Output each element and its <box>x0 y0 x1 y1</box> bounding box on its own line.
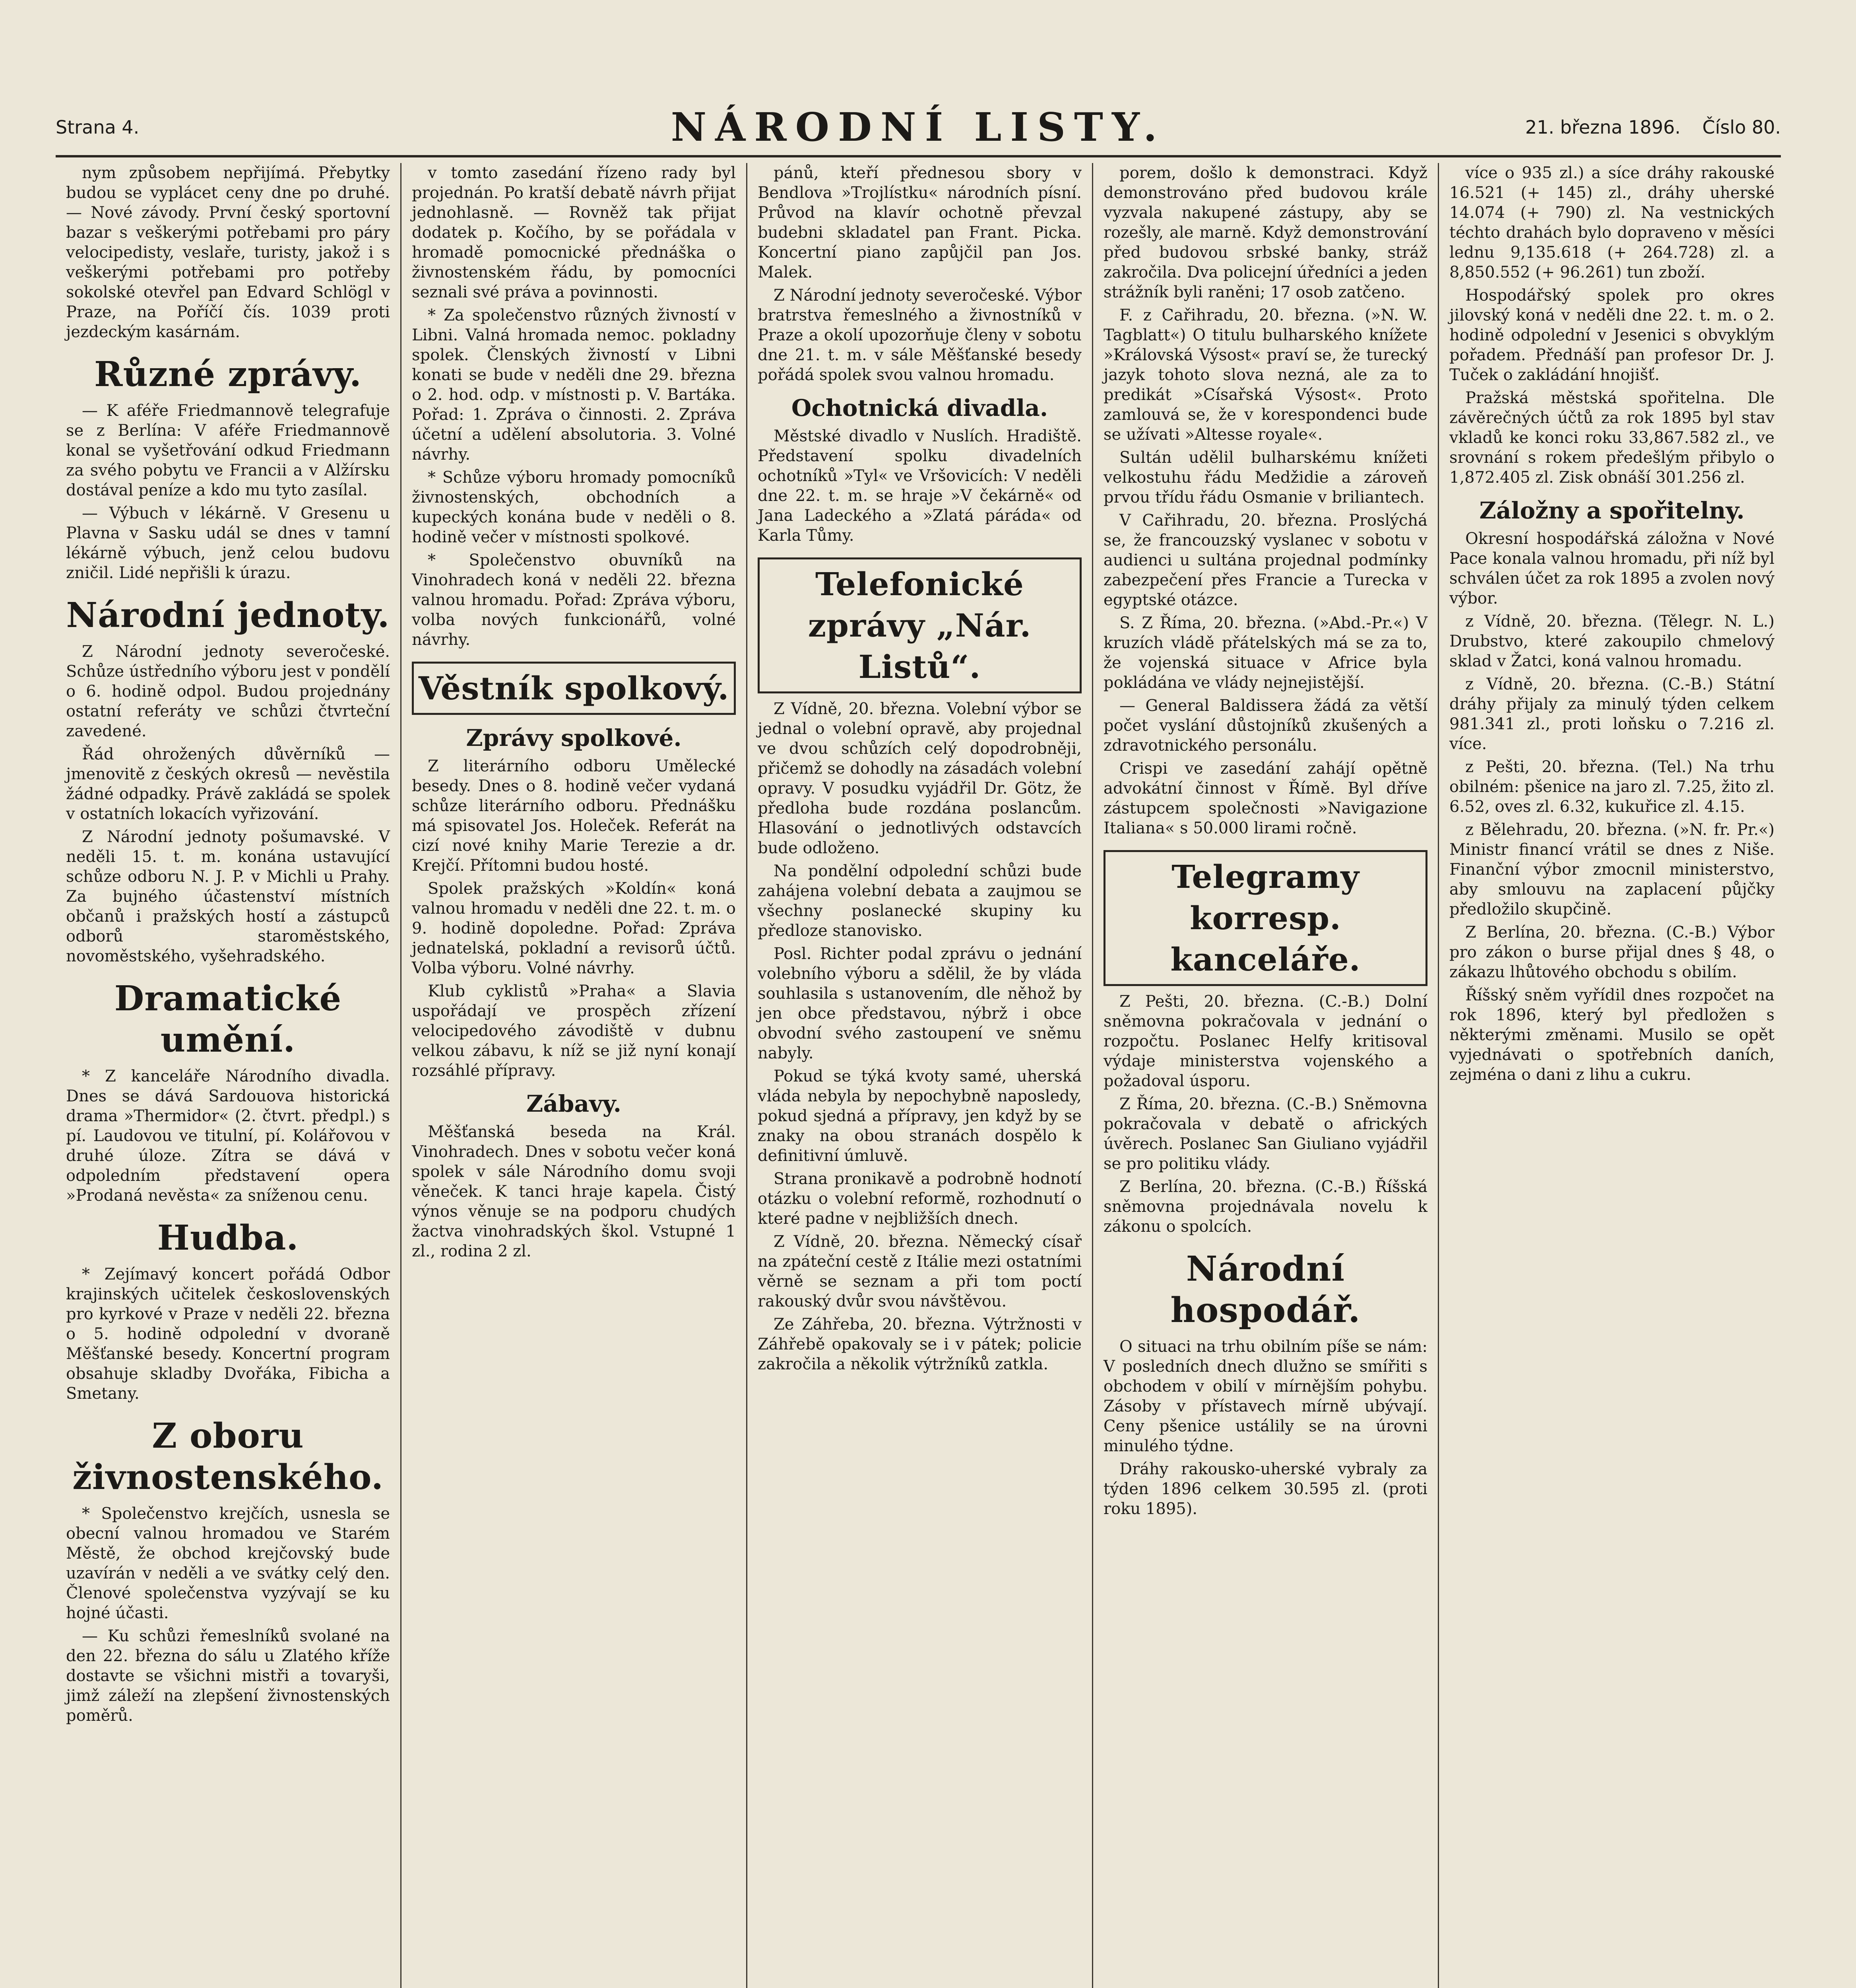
columns <box>56 163 1785 1988</box>
article-text: Posl. Richter podal zprávu o jednání volebního výboru a sdělil, že by vláda souhlasila s ustanovením, dle něhož by jen obce představou, nýbrž i obce obvodní svého zastoupení ve sněmu nabyly. <box>758 945 1082 1062</box>
column-3 <box>747 163 1093 1988</box>
article-text: V Cařihradu, 20. března. Proslýchá se, že francouzský vyslanec v sobotu v audienci u sultána projednal podmínky zabezpečení přes Francie a Turecka v egyptské otázce. <box>1104 511 1427 609</box>
article-text: Pokud se týká kvoty samé, uherská vláda nebyla by nepochybně naposledy, pokud sjedná a přípravy, jen když by se znaky na obou stranách dospělo k definitivní úmluvě. <box>758 1067 1082 1165</box>
article-text: Z literárního odboru Umělecké besedy. Dnes o 8. hodině večer vydaná schůze literárního odboru. Přednášku má spisovatel Jos. Holeček. Referát na cizí nové knihy Marie Terezie a dr. Krejčí. Přítomni budou hosté. <box>412 757 736 875</box>
article-text: Z Berlína, 20. března. (C.-B.) Výbor pro zákon o burse přijal dnes § 48, o zákazu lhůtového obchodu s obilím. <box>1449 923 1775 981</box>
article-text: * Schůze výboru hromady pomocníků živnostenských, obchodních a kupeckých konána bude v neděli o 8. hodině večer v místnosti spolkové. <box>412 468 736 546</box>
section-heading-telegramy: Telegramy korresp. kanceláře. <box>1104 850 1427 986</box>
article-text: * Zejímavý koncert pořádá Odbor krajinských učitelek československých pro kyrkové v Praze v neděli 22. března o 5. hodině odpolední v dvoraně Měšťanské besedy. Koncertní program obsahuje skladby Dvořáka, Fibicha a Smetany. <box>66 1265 390 1403</box>
article-text: Z Pešti, 20. března. (C.-B.) Dolní sněmovna pokračovala v jednání o rozpočtu. Poslanec Helfy kritisoval výdaje ministerstva vojenského a požadoval úsporu. <box>1104 992 1427 1090</box>
section-heading-telefonicke-zpravy: Telefonické zprávy „Nár. Listů“. <box>758 557 1082 693</box>
subheading-zpravy-spolkove: Zprávy spolkové. <box>466 724 682 751</box>
article-text: Z Národní jednoty severočeské. Výbor bratrstva řemeslného a živnostníků v Praze a okolí upozorňuje členy v sobotu dne 21. t. m. v sále Měšťanské besedy pořádá spolek svou valnou hromadu. <box>758 286 1082 384</box>
subheading-zabavy: Zábavy. <box>526 1090 621 1117</box>
subheading-zalozny-sporitelny: Záložny a spořitelny. <box>1479 497 1745 524</box>
article-text: Na pondělní odpolední schůzi bude zahájena volební debata a zaujmou se všechny poslanecké skupiny ku předloze stanovisko. <box>758 862 1082 940</box>
article-text: * Společenstvo krejčích, usnesla se obecní valnou hromadou ve Starém Městě, že obchod krejčovský bude uzavírán v neděli a ve svátky celý den. Členové společenstva vyzývají se ku hojné účasti. <box>66 1505 390 1622</box>
section-heading-hudba: Hudba. <box>157 1218 299 1258</box>
article-text: — Výbuch v lékárně. V Gresenu u Plavna v Sasku udál se dnes v tamní lékárně výbuch, jenž celou budovu zničil. Lidé nepřišli k úrazu. <box>66 504 390 582</box>
masthead <box>56 99 1781 157</box>
article-text: z Vídně, 20. března. (C.-B.) Státní dráhy přijaly za minulý týden celkem 981.341 zl., proti loňsku o 7.216 zl. více. <box>1449 675 1775 753</box>
article-text: Řád ohrožených důvěrníků — jmenovitě z českých okresů — nevěstila žádné odpadky. Právě zakládá se spolek v ostatních lokacích vyřizování. <box>66 745 390 823</box>
section-heading-narodni-jednoty: Národní jednoty. <box>66 595 390 635</box>
article-text: Z Vídně, 20. března. Volební výbor se jednal o volební opravě, aby projednal ve dvou schůzích celý dopodrobněji, přičemž se dohodly na zásadách volební opravy. V posudku vyjádřil Dr. Götz, že předloha bude rozdána poslancům. Hlasování o jednotlivých odstavcích bude odloženo. <box>758 700 1082 857</box>
article-text: Hospodářský spolek pro okres jilovský koná v neděli dne 22. t. m. o 2. hodině odpolední v Jesenici s obvyklým pořadem. Přednáší pan profesor Dr. J. Tuček o zakládání hnojišť. <box>1449 286 1775 384</box>
article-text: S. Z Říma, 20. března. (»Abd.-Pr.«) V kruzích vládě přátelských má se za to, že vojenská situace v Africe byla pokládána ve vlády nejnejistější. <box>1104 614 1427 692</box>
article-text: porem, došlo k demonstraci. Když demonstrováno před budovou krále vyzvala nakupené zástupy, aby se rozešly, ale marně. Když demonstrování před budovou srbské banky, stráž zakročila. Dva policejní úředníci a jeden strážník byli raněni; 17 osob zatčeno. <box>1104 164 1427 301</box>
section-heading-narodni-hospodar: Národní hospodář. <box>1170 1249 1361 1330</box>
article-text: — Ku schůzi řemeslníků svolané na den 22. března do sálu u Zlatého kříže dostavte se všichni mistři a tovaryši, jimž záleží na zlepšení živnostenských poměrů. <box>66 1627 390 1725</box>
article-text: v tomto zasedání řízeno rady byl projednán. Po kratší debatě návrh přijat jednohlasně. — Rovněž tak přijat dodatek p. Kočího, by se pořádala v hromadě pomocnické přednáška o živnostenském řádu, by pomocníci seznali své práva a povinnosti. <box>412 164 736 301</box>
newspaper-title: NÁRODNÍ LISTY. <box>671 104 1166 150</box>
page-number: Strana 4. <box>56 116 140 138</box>
article-text: Z Národní jednoty pošumavské. V neděli 15. t. m. konána ustavující schůze odboru N. J. P. v Michli u Prahy. Za bujného účastenství místních občanů i pražských hostí a zástupců odborů staroměstského, novoměstského, vyšehradského. <box>66 828 390 965</box>
article-text: Sultán udělil bulharskému knížeti velkostuhu řádu Medžidie a zároveň prvou třídu řádu Osmanie v briliantech. <box>1104 448 1427 507</box>
article-text: Z Národní jednoty severočeské. Schůze ústředního výboru jest v pondělí o 6. hodině odpol. Budou projednány ostatní referáty ve schůzi čtvrteční zavedené. <box>66 643 390 740</box>
article-text: Z Vídně, 20. března. Německý císař na zpáteční cestě z Itálie mezi ostatními věrně se seznam a při tom poctí rakouský dvůr svou návštěvou. <box>758 1233 1082 1310</box>
column-1 <box>56 163 401 1988</box>
article-text: pánů, kteří přednesou sbory v Bendlova »Trojlístku« národních písní. Průvod na klavír ochotně převzal budebni skladatel pan Frant. Picka. Koncertní piano zapůjčil pan Jos. Malek. <box>758 164 1082 282</box>
article-text: Klub cyklistů »Praha« a Slavia uspořádají ve prospěch zřízení velocipedového závodiště v dubnu velkou zábavu, k níž se již nyní konají rozsáhlé přípravy. <box>412 982 736 1080</box>
article-text: — K aféře Friedmannově telegrafuje se z Berlína: V aféře Friedmannově konal se vyšetřování odkud Friedmann za svého pobytu ve Francii a v Alžírsku dostával peníze a kdo mu tyto zasílal. <box>66 402 390 499</box>
article-text: Z Berlína, 20. března. (C.-B.) Říšská sněmovna projednávala novelu k zákonu o spolcích. <box>1104 1178 1427 1236</box>
article-text: z Pešti, 20. března. (Tel.) Na trhu obilném: pšenice na jaro zl. 7.25, žito zl. 6.52, oves zl. 6.32, kukuřice zl. 4.15. <box>1449 758 1775 816</box>
article-text: Strana pronikavě a podrobně hodnotí otázku o volební reformě, rozhodnutí o které padne v nejbližších dnech. <box>758 1170 1082 1228</box>
article-text: Městské divadlo v Nuslích. Hradiště. Představení spolku divadelních ochotníků »Tyl« ve Vršovicích: V neděli dne 22. t. m. se hraje »V čekárně« od Jana Ladeckého a »Zlatá páráda« od Karla Tůmy. <box>758 427 1082 545</box>
article-text: více o 935 zl.) a síce dráhy rakouské 16.521 (+ 145) zl., dráhy uherské 14.074 (+ 790) zl. Na vestnických téchto drahách bylo dopraveno v měsíci lednu 9,135.618 (+ 264.728) zl. a 8,850.552 (+ 96.261) tun zboží. <box>1449 164 1775 282</box>
section-heading-dramaticke-umeni: Dramatické umění. <box>114 978 342 1060</box>
section-heading-vestnik-spolkovy: Věstník spolkový. <box>412 662 736 715</box>
article-text: — General Baldissera žádá za větší počet vyslání důstojníků zkušených a zdravotnického personálu. <box>1104 697 1427 755</box>
article-text: Říšský sněm vyřídil dnes rozpočet na rok 1896, který byl předložen s některými změnami. Musilo se opět vyjednávati o spotřebních daních, zejména o dani z lihu a cukru. <box>1449 986 1775 1084</box>
article-text: F. z Cařihradu, 20. března. (»N. W. Tagblatt«) O titulu bulharského knížete »Královská Výsost« praví se, že turecký jazyk tohoto slova nezná, ale za to predikát »Císařská Výsost«. Proto zamlouvá se, že v korespondenci bude se užívati »Altesse royale«. <box>1104 306 1427 444</box>
article-text: Dráhy rakousko-uherské vybraly za týden 1896 celkem 30.595 zl. (proti roku 1895). <box>1104 1460 1427 1518</box>
article-text: * Společenstvo obuvníků na Vinohradech koná v neděli 22. března valnou hromadu. Pořad: Zpráva výboru, volba nových funkcionářů, volné návrhy. <box>412 551 736 649</box>
column-5 <box>1439 163 1785 1988</box>
article-text: Z Říma, 20. března. (C.-B.) Sněmovna pokračovala v debatě o afrických úvěrech. Poslanec San Giuliano vyjádřil se pro politiku vlády. <box>1104 1095 1427 1173</box>
article-text: Pražská městská spořitelna. Dle závěrečných účtů za rok 1895 byl stav vkladů ke konci roku 33,867.582 zl., ve srovnání s rokem předešlým přibylo o 1,872.405 zl. Zisk obnáší 301.256 zl. <box>1449 389 1775 487</box>
article-text: * Za společenstvo různých živností v Libni. Valná hromada nemoc. pokladny spolek. Členských živností v Libni konati se bude v neděli dne 29. března o 2. hod. odp. v místnosti p. V. Bartáka. Pořad: 1. Zpráva o činnosti. 2. Zpráva účetní a udělení absolutoria. 3. Volné návrhy. <box>412 306 736 464</box>
article-text: z Vídně, 20. března. (Tělegr. N. L.) Drubstvo, které zakoupilo chmelový sklad v Žatci, koná valnou hromadu. <box>1449 612 1775 670</box>
section-heading-ruzne-zpravy: Různé zprávy. <box>94 354 362 394</box>
article-text: Ze Záhřeba, 20. března. Výtržnosti v Záhřebě opakovaly se i v pátek; policie zakročila a několik výtržníků zatkla. <box>758 1315 1082 1373</box>
article-text: Měšťanská beseda na Král. Vinohradech. Dnes v sobotu večer koná spolek v sále Národního domu svoji věneček. K tanci hraje kapela. Čistý výnos věnuje se na podporu chudých žactva vinohradských škol. Vstupné 1 zl., rodina 2 zl. <box>412 1123 736 1260</box>
article-text: Okresní hospodářská záložna v Nové Pace konala valnou hromadu, při níž byl schválen účet za rok 1895 a zvolen nový výbor. <box>1449 530 1775 608</box>
article-text: z Bělehradu, 20. března. (»N. fr. Pr.«) Ministr financí vrátil se dnes z Niše. Finanční výbor zmocnil ministerstvo, aby smlouvu na zaplacení půjčky předložilo skupčině. <box>1449 821 1775 918</box>
column-4 <box>1093 163 1439 1988</box>
article-text: Crispi ve zasedání zahájí opětně advokátní činnost v Římě. Byl dříve zástupcem společnosti »Navigazione Italiana« s 50.000 lirami ročně. <box>1104 759 1427 837</box>
article-text: * Z kanceláře Národního divadla. Dnes se dává Sardouova historická drama »Thermidor« (2. čtvrt. předpl.) s pí. Laudovou ve titulní, pí. Kolářovou v druhé úloze. Zítra se dává v odpoledním představení opera »Prodaná nevěsta« za sníženou cenu. <box>66 1067 390 1205</box>
article-text: O situaci na trhu obilním píše se nám: V posledních dnech dlužno se smířiti s obchodem v obilí v mírnějším pohybu. Zásoby v přístavech mírně ubývají. Ceny pšenice ustálily se na úrovni minulého týdne. <box>1104 1338 1427 1455</box>
issue-number: Číslo 80. <box>1702 116 1781 138</box>
section-heading-zivnostenske: Z oboru živnostenského. <box>72 1416 384 1497</box>
article-text: nym způsobem nepřijímá. Přebytky budou se vyplácet ceny dne po druhé. — Nové závody. První český sportovní bazar s veškerými potřebami pro páry velocipedisty, veslaře, turisty, jakož i s veškerými potřebami pro potřeby sokolské otevřel pan Edvard Schlögl v Praze, na Poříčí čís. 1039 proti jezdeckým kasárnám. <box>66 164 390 341</box>
subheading-ochotnicka-divadla: Ochotnická divadla. <box>791 394 1048 421</box>
issue-info <box>1423 116 1781 138</box>
article-text: Spolek pražských »Koldín« koná valnou hromadu v neděli dne 22. t. m. o 9. hodině dopoledne. Pořad: Zpráva jednatelská, pokladní a revisorů účtů. Volba výboru. Volné návrhy. <box>412 879 736 977</box>
column-2 <box>401 163 747 1988</box>
issue-date: 21. března 1896. <box>1525 116 1681 138</box>
